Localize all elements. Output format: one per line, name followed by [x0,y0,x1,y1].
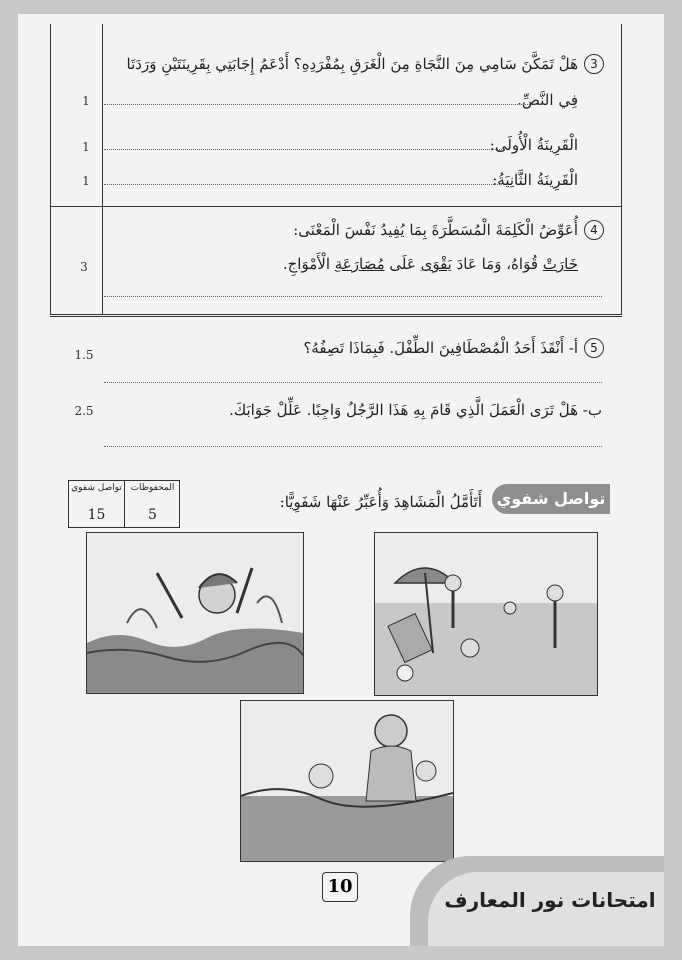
mark: 1.5 [74,348,94,362]
answer-line[interactable] [104,446,602,447]
separator [50,206,622,207]
scene-rescue-image [240,700,454,862]
score-value: 15 [87,507,106,523]
answer-line[interactable] [104,104,544,105]
sentence-part: عَلَى [384,255,421,273]
answer-line[interactable] [104,184,500,185]
question-3-text-cont: فِي النَّصِّ. [517,91,578,109]
score-label: تواصل شفوي [71,483,122,493]
score-cell [69,481,124,527]
separator [50,316,622,317]
question-5a-text: أ- أَنْقَذَ أَحَدُ الْمُصْطَافِينَ الطِّفْلَ. فَبِمَاذَا تَصِفُهُ؟ [303,339,578,357]
answer-line[interactable] [104,296,602,297]
mark: 2.5 [74,404,94,418]
score-table [68,480,180,528]
question-5b-text: ب- هَلْ تَرَى الْعَمَلَ الَّذِي قَامَ بِهِ هَذَا الرَّجُلُ وَاجِبًا. عَلِّلْ جَوَابَكَ. [229,401,602,419]
mark: 3 [80,260,88,274]
answer-line[interactable] [104,382,602,383]
underlined-word: خَارَتْ [542,255,578,273]
section-badge: تواصل شفوي [492,484,610,514]
question-4-text: أُعَوِّضُ الْكَلِمَةَ الْمُسَطَّرَةَ بِمَا يُفِيدُ نَفْسَ الْمَعْنَى: [293,221,578,239]
page-number: 10 [322,872,358,902]
oral-instruction: أَتَأَمَّلُ الْمَشَاهِدَ وَأُعَبِّرُ عَنْهَا شَفَوِيًّا: [279,493,482,511]
underlined-word: يَقْوَى [420,255,452,273]
brand-title: امتحانات نور المعارف [444,888,656,912]
clue-1-label: الْقَرِينَةُ الْأُولَى: [489,136,578,154]
scene-beach-image [374,532,598,696]
question-number: 4 [584,220,604,240]
mark: 1 [82,174,90,188]
mark: 1 [82,94,90,108]
question-number: 3 [584,54,604,74]
sentence-part: الْأَمْوَاجِ. [282,255,335,273]
underlined-word: مُصَارَعَةِ [334,255,385,273]
question-number: 5 [584,338,604,358]
sentence-part: قُوَاهُ، وَمَا عَادَ [451,255,543,273]
score-value: 5 [148,507,157,523]
answer-line[interactable] [104,149,504,150]
scene-drowning-image [86,532,304,694]
score-cell [124,481,180,527]
clue-2-label: الْقَرِينَةُ الثَّانِيَةُ: [492,171,578,189]
question-3-text: هَلْ تَمَكَّنَ سَامِي مِنَ النَّجَاةِ مِنَ الْغَرَقِ بِمُفْرَدِهِ؟ أَدْعَمُ إِجَابَتِي بِقَرِينَتَيْنِ وَرَدَتَا [126,55,578,73]
score-label: المحفوظات [130,483,175,493]
question-4-sentence [283,254,578,274]
mark: 1 [82,140,90,154]
